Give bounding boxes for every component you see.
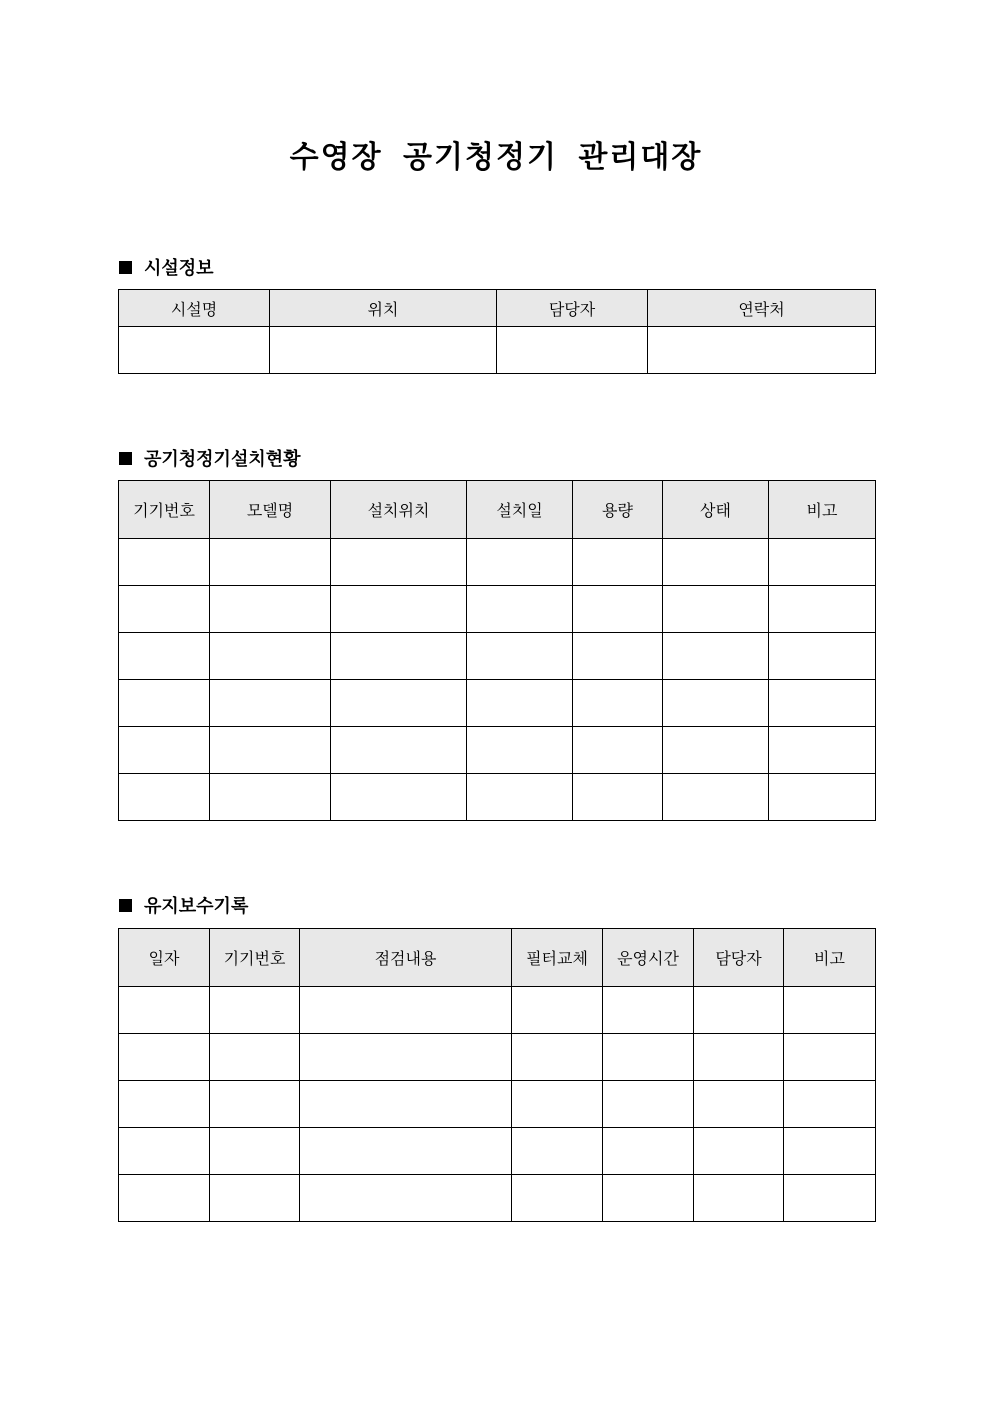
table-cell[interactable] bbox=[573, 633, 663, 680]
table-row bbox=[119, 539, 876, 586]
table-cell[interactable] bbox=[603, 1034, 694, 1081]
column-header: 비고 bbox=[769, 481, 876, 539]
table-header-row bbox=[119, 290, 876, 327]
table-cell[interactable] bbox=[769, 586, 876, 633]
table-cell[interactable] bbox=[573, 774, 663, 821]
table-cell[interactable] bbox=[694, 987, 784, 1034]
table-cell[interactable] bbox=[210, 774, 331, 821]
column-header: 시설명 bbox=[119, 290, 270, 327]
section-heading-facility bbox=[119, 254, 214, 280]
table-cell[interactable] bbox=[300, 1034, 512, 1081]
column-header: 용량 bbox=[573, 481, 663, 539]
table-cell[interactable] bbox=[694, 1081, 784, 1128]
column-header: 운영시간 bbox=[603, 929, 694, 987]
table-cell[interactable] bbox=[210, 1081, 300, 1128]
table-cell[interactable] bbox=[603, 987, 694, 1034]
column-header: 담당자 bbox=[694, 929, 784, 987]
column-header: 일자 bbox=[119, 929, 210, 987]
table-cell[interactable] bbox=[512, 1128, 603, 1175]
table-cell[interactable] bbox=[769, 633, 876, 680]
table-cell[interactable] bbox=[210, 987, 300, 1034]
table-cell[interactable] bbox=[573, 586, 663, 633]
table-cell[interactable] bbox=[512, 1175, 603, 1222]
table-cell[interactable] bbox=[210, 1034, 300, 1081]
column-header: 상태 bbox=[663, 481, 769, 539]
table-cell[interactable] bbox=[573, 539, 663, 586]
table-cell[interactable] bbox=[467, 586, 573, 633]
section-heading-maintenance bbox=[119, 892, 248, 918]
column-header: 설치일 bbox=[467, 481, 573, 539]
table-cell[interactable] bbox=[119, 539, 210, 586]
table-cell[interactable] bbox=[119, 1034, 210, 1081]
table-cell[interactable] bbox=[210, 633, 331, 680]
table-cell[interactable] bbox=[210, 1128, 300, 1175]
table-row bbox=[119, 633, 876, 680]
table-cell[interactable] bbox=[784, 987, 876, 1034]
square-bullet-icon bbox=[119, 261, 132, 274]
table-header-row bbox=[119, 929, 876, 987]
table-cell[interactable] bbox=[603, 1081, 694, 1128]
table-cell[interactable] bbox=[769, 774, 876, 821]
table-cell[interactable] bbox=[331, 586, 467, 633]
table-cell[interactable] bbox=[663, 586, 769, 633]
table-cell[interactable] bbox=[331, 539, 467, 586]
table-cell[interactable] bbox=[694, 1034, 784, 1081]
table-cell[interactable] bbox=[119, 633, 210, 680]
table-cell[interactable] bbox=[331, 680, 467, 727]
table-cell[interactable] bbox=[784, 1175, 876, 1222]
table-row bbox=[119, 1034, 876, 1081]
column-header: 연락처 bbox=[648, 290, 876, 327]
column-header: 점검내용 bbox=[300, 929, 512, 987]
table-cell[interactable] bbox=[694, 1175, 784, 1222]
table-cell[interactable] bbox=[467, 539, 573, 586]
table-cell[interactable] bbox=[603, 1128, 694, 1175]
column-header: 모델명 bbox=[210, 481, 331, 539]
table-cell[interactable] bbox=[119, 987, 210, 1034]
table-row bbox=[119, 1081, 876, 1128]
table-cell[interactable] bbox=[663, 633, 769, 680]
table-cell[interactable] bbox=[210, 1175, 300, 1222]
table-cell[interactable] bbox=[270, 327, 497, 374]
column-header: 기기번호 bbox=[210, 929, 300, 987]
table-cell[interactable] bbox=[663, 539, 769, 586]
table-row bbox=[119, 1128, 876, 1175]
table-cell[interactable] bbox=[573, 680, 663, 727]
table-row bbox=[119, 1175, 876, 1222]
table-row bbox=[119, 727, 876, 774]
table-cell[interactable] bbox=[119, 774, 210, 821]
section-heading-installation bbox=[119, 445, 301, 471]
maintenance-record-table bbox=[118, 928, 876, 1222]
table-cell[interactable] bbox=[784, 1128, 876, 1175]
table-row bbox=[119, 586, 876, 633]
table-cell[interactable] bbox=[300, 1175, 512, 1222]
column-header: 필터교체 bbox=[512, 929, 603, 987]
table-cell[interactable] bbox=[512, 1081, 603, 1128]
table-cell[interactable] bbox=[467, 774, 573, 821]
table-cell[interactable] bbox=[300, 1081, 512, 1128]
table-cell[interactable] bbox=[119, 1175, 210, 1222]
table-cell[interactable] bbox=[663, 727, 769, 774]
table-cell[interactable] bbox=[467, 680, 573, 727]
section-heading-label: 공기청정기설치현황 bbox=[144, 449, 301, 470]
column-header: 위치 bbox=[270, 290, 497, 327]
table-cell[interactable] bbox=[784, 1034, 876, 1081]
table-cell[interactable] bbox=[210, 586, 331, 633]
column-header: 비고 bbox=[784, 929, 876, 987]
table-cell[interactable] bbox=[769, 539, 876, 586]
facility-info-table bbox=[118, 289, 876, 374]
table-cell[interactable] bbox=[210, 680, 331, 727]
table-cell[interactable] bbox=[784, 1081, 876, 1128]
table-cell[interactable] bbox=[210, 727, 331, 774]
table-cell[interactable] bbox=[663, 680, 769, 727]
column-header: 기기번호 bbox=[119, 481, 210, 539]
table-row bbox=[119, 680, 876, 727]
table-row bbox=[119, 987, 876, 1034]
section-heading-label: 시설정보 bbox=[144, 258, 214, 279]
table-cell[interactable] bbox=[497, 327, 648, 374]
table-cell[interactable] bbox=[512, 1034, 603, 1081]
table-cell[interactable] bbox=[769, 727, 876, 774]
table-cell[interactable] bbox=[769, 680, 876, 727]
table-cell[interactable] bbox=[119, 327, 270, 374]
table-cell[interactable] bbox=[119, 586, 210, 633]
column-header: 담당자 bbox=[497, 290, 648, 327]
table-cell[interactable] bbox=[331, 633, 467, 680]
table-cell[interactable] bbox=[119, 727, 210, 774]
table-cell[interactable] bbox=[119, 1081, 210, 1128]
table-cell[interactable] bbox=[467, 727, 573, 774]
section-heading-label: 유지보수기록 bbox=[144, 896, 249, 917]
table-row bbox=[119, 327, 876, 374]
table-cell[interactable] bbox=[300, 987, 512, 1034]
table-cell[interactable] bbox=[119, 1128, 210, 1175]
table-cell[interactable] bbox=[210, 539, 331, 586]
table-cell[interactable] bbox=[648, 327, 876, 374]
square-bullet-icon bbox=[119, 899, 132, 912]
table-cell[interactable] bbox=[512, 987, 603, 1034]
square-bullet-icon bbox=[119, 452, 132, 465]
table-cell[interactable] bbox=[331, 727, 467, 774]
table-cell[interactable] bbox=[573, 727, 663, 774]
table-cell[interactable] bbox=[467, 633, 573, 680]
table-cell[interactable] bbox=[603, 1175, 694, 1222]
table-cell[interactable] bbox=[663, 774, 769, 821]
table-cell[interactable] bbox=[119, 680, 210, 727]
table-row bbox=[119, 774, 876, 821]
column-header: 설치위치 bbox=[331, 481, 467, 539]
table-cell[interactable] bbox=[331, 774, 467, 821]
table-header-row bbox=[119, 481, 876, 539]
table-cell[interactable] bbox=[694, 1128, 784, 1175]
table-cell[interactable] bbox=[300, 1128, 512, 1175]
page-title: 수영장 공기청정기 관리대장 bbox=[289, 140, 703, 175]
installation-status-table bbox=[118, 480, 876, 821]
